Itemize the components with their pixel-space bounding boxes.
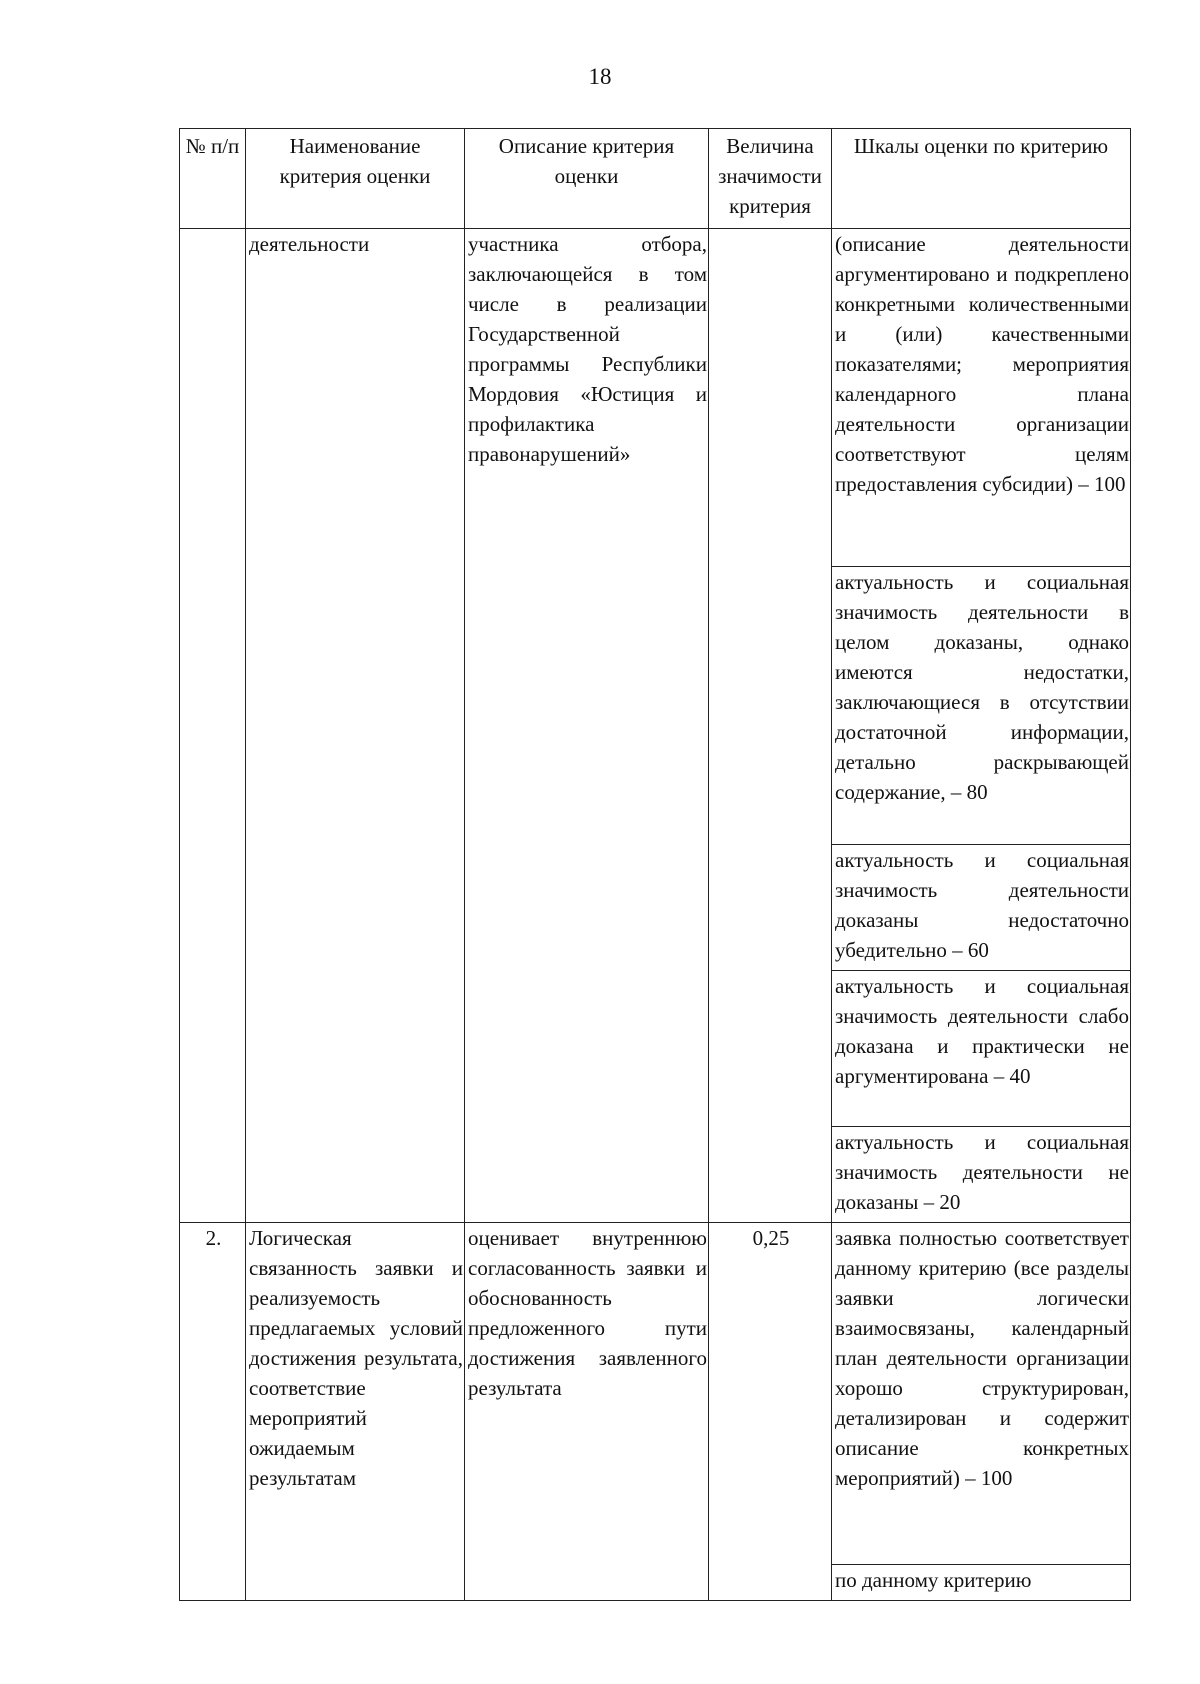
row1-scale-100: (описание деятельности аргументировано и подкреплено конкретными количественными и (или) качественными показателями; мероприятия календарного плана деятельности организации соответствуют целям предоставления субсидии) – 100 bbox=[832, 229, 1131, 567]
row2-scale-continued: по данному критерию bbox=[832, 1565, 1131, 1601]
table-row bbox=[180, 229, 1131, 567]
header-number: № п/п bbox=[180, 129, 246, 229]
row1-scale-20: актуальность и социальная значимость деятельности не доказаны – 20 bbox=[832, 1127, 1131, 1223]
row1-scale-60: актуальность и социальная значимость деятельности доказаны недостаточно убедительно – 60 bbox=[832, 845, 1131, 971]
row1-number bbox=[180, 229, 246, 1223]
row1-criterion-description: участника отбора, заключающейся в том числе в реализации Государственной программы Республики Мордовия «Юстиция и профилактика правонарушений» bbox=[465, 229, 709, 1223]
row2-scale-100: заявка полностью соответствует данному критерию (все разделы заявки логически взаимосвязаны, календарный план деятельности организации хорошо структурирован, детализирован и содержит описание конкретных мероприятий) – 100 bbox=[832, 1223, 1131, 1565]
page-number: 18 bbox=[588, 64, 612, 89]
header-criterion-weight: Величина значимости критерия bbox=[709, 129, 832, 229]
header-evaluation-scales: Шкалы оценки по критерию bbox=[832, 129, 1131, 229]
table-header-row bbox=[180, 129, 1131, 229]
row1-scale-80: актуальность и социальная значимость деятельности в целом доказаны, однако имеются недостатки, заключающиеся в отсутствии достаточной информации, детально раскрывающей содержание, – 80 bbox=[832, 567, 1131, 845]
row2-number: 2. bbox=[180, 1223, 246, 1601]
criteria-table bbox=[179, 128, 1131, 1601]
row1-criterion-name: деятельности bbox=[246, 229, 465, 1223]
row2-criterion-weight: 0,25 bbox=[709, 1223, 832, 1601]
row1-scale-40: актуальность и социальная значимость деятельности слабо доказана и практически не аргументирована – 40 bbox=[832, 971, 1131, 1127]
header-criterion-name: Наименование критерия оценки bbox=[246, 129, 465, 229]
table-row bbox=[180, 1223, 1131, 1565]
row2-criterion-description: оценивает внутреннюю согласованность заявки и обоснованность предложенного пути достижения заявленного результата bbox=[465, 1223, 709, 1601]
row2-criterion-name: Логическая связанность заявки и реализуемость предлагаемых условий достижения результата, соответствие мероприятий ожидаемым результатам bbox=[246, 1223, 465, 1601]
row1-criterion-weight bbox=[709, 229, 832, 1223]
header-criterion-description: Описание критерия оценки bbox=[465, 129, 709, 229]
